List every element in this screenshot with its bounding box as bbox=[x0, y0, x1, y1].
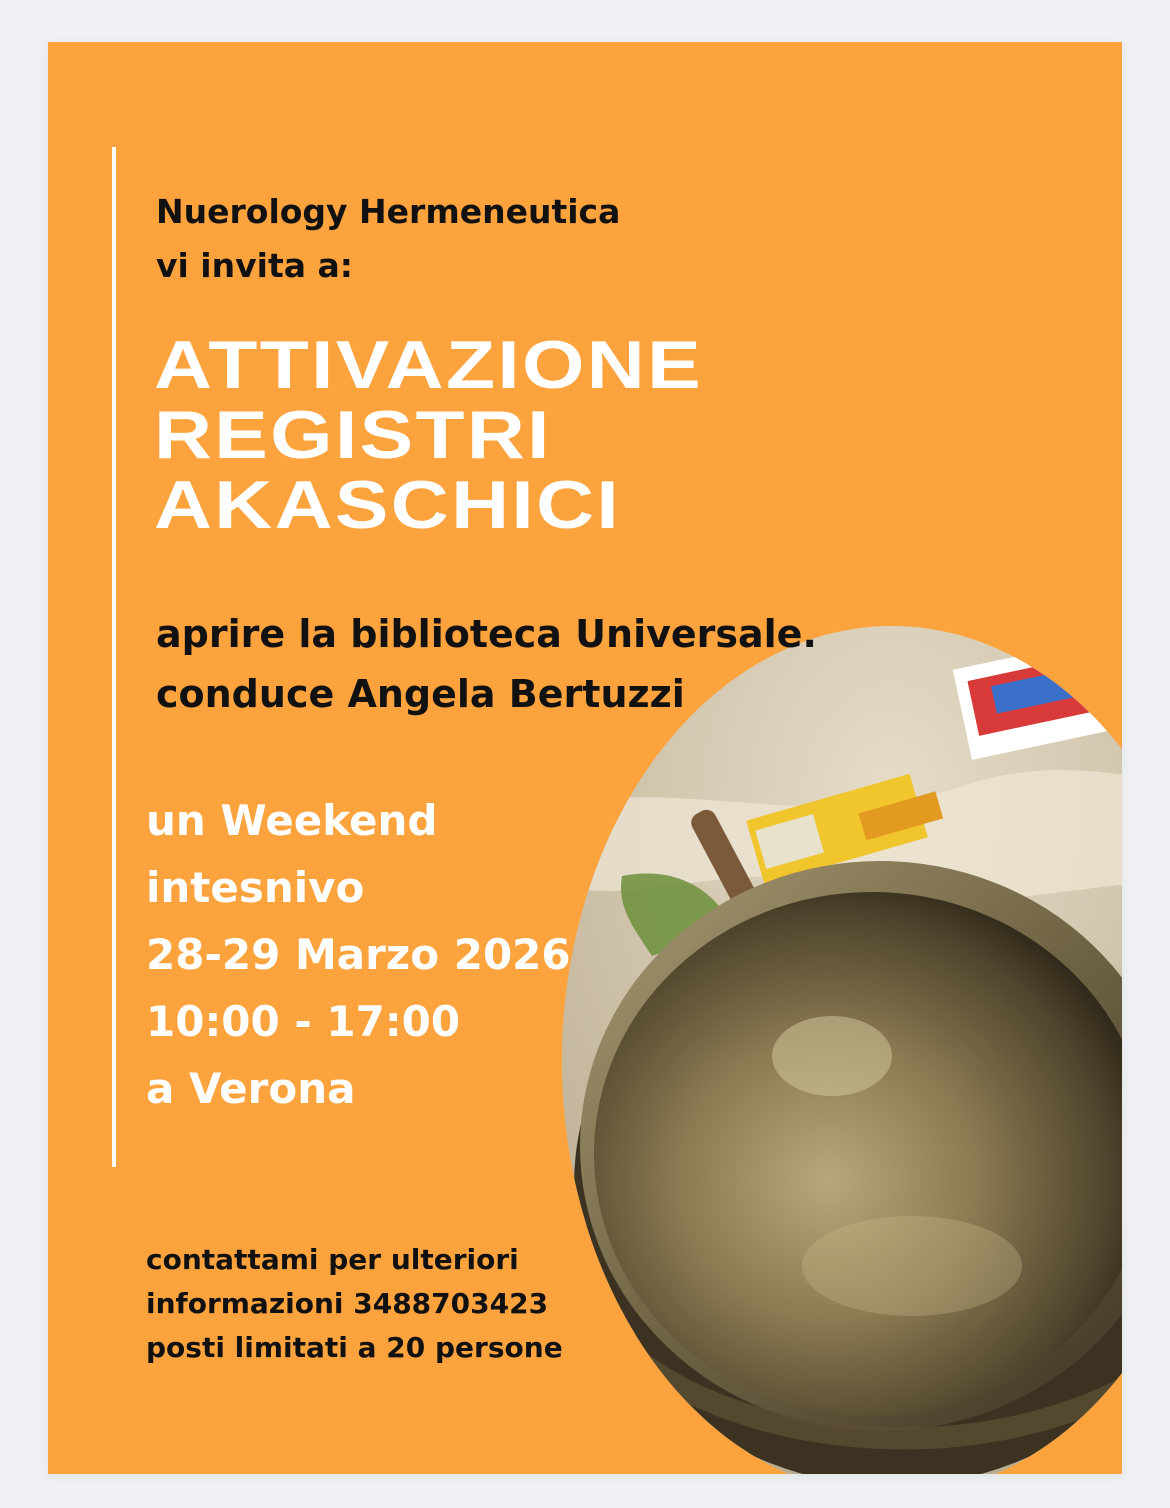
singing-bowl-photo bbox=[562, 626, 1122, 1474]
details-line-2: intesnivo bbox=[146, 863, 365, 912]
title-line-1: ATTIVAZIONE bbox=[154, 327, 703, 403]
details-line-1: un Weekend bbox=[146, 796, 438, 845]
contact-block bbox=[146, 1238, 563, 1370]
event-time: 10:00 - 17:00 bbox=[146, 997, 461, 1046]
seats-limit: posti limitati a 20 persone bbox=[146, 1331, 563, 1364]
event-flyer bbox=[48, 42, 1122, 1474]
event-subtitle bbox=[156, 604, 817, 724]
event-details bbox=[146, 787, 571, 1122]
event-title bbox=[154, 327, 703, 543]
event-date: 28-29 Marzo 2026 bbox=[146, 930, 571, 979]
subtitle-line-2: conduce Angela Bertuzzi bbox=[156, 672, 685, 716]
subtitle-line-1: aprire la biblioteca Universale. bbox=[156, 612, 817, 656]
contact-line-1: contattami per ulteriori bbox=[146, 1243, 519, 1276]
organizer-block bbox=[156, 185, 620, 293]
event-place: a Verona bbox=[146, 1064, 356, 1113]
contact-phone-line: informazioni 3488703423 bbox=[146, 1287, 549, 1320]
organizer-name: Nuerology Hermeneutica bbox=[156, 192, 621, 231]
invite-text: vi invita a: bbox=[156, 246, 353, 285]
title-line-2: REGISTRI bbox=[154, 397, 552, 473]
vertical-divider-line bbox=[112, 147, 116, 1167]
title-line-3: AKASCHICI bbox=[154, 467, 622, 543]
